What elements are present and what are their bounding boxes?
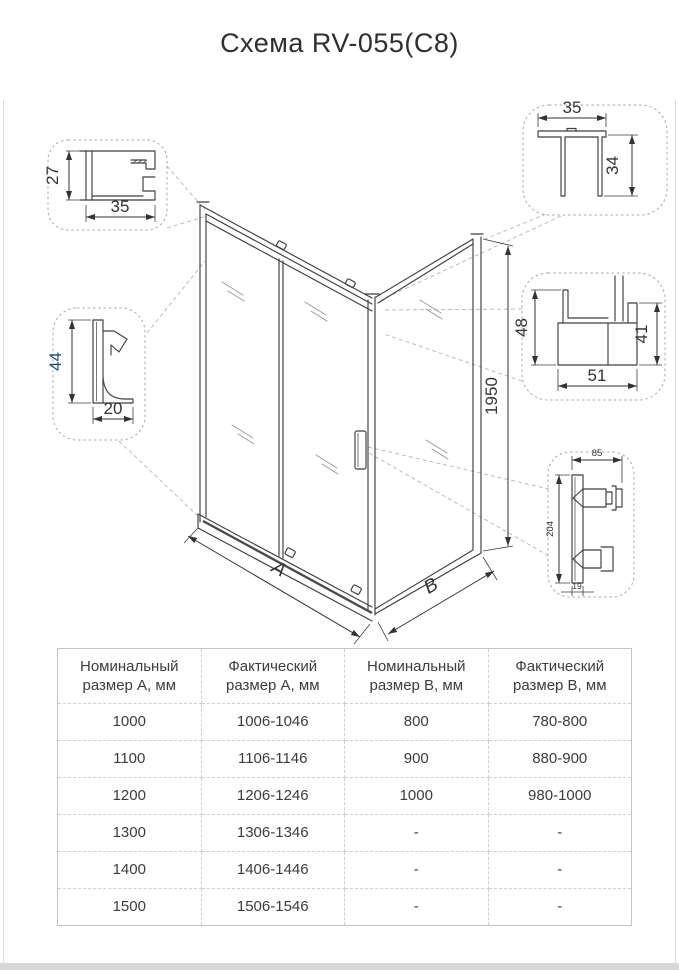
table-cell: 1100: [58, 741, 202, 778]
detail-bubble-top-corner-profile: [523, 105, 667, 215]
wall-profile-top-drawing: [43, 151, 155, 222]
table-header-cell: Фактический размер В, мм: [488, 649, 632, 704]
table-cell: 1506-1546: [201, 889, 345, 926]
dim-27: 27: [43, 166, 62, 185]
roller-bottom-left: [285, 547, 296, 557]
detail-bubble-handle: [548, 452, 634, 597]
table-cell: -: [345, 852, 489, 889]
door-handle: [355, 431, 366, 469]
page-bottom-bar: [0, 963, 679, 970]
table-cell: -: [488, 889, 632, 926]
table-row: [58, 741, 632, 778]
top-corner-profile-drawing: [538, 98, 638, 196]
table-header-cell: Номинальный размер А, мм: [58, 649, 202, 704]
bottom-rail-profile-drawing: [512, 276, 662, 391]
dim-48: 48: [512, 318, 531, 337]
technical-drawing: [0, 70, 679, 650]
dim-204: 204: [545, 521, 556, 537]
table-header-row: [58, 649, 632, 704]
table-cell: -: [345, 815, 489, 852]
table-cell: 1206-1246: [201, 778, 345, 815]
dim-19: 19: [572, 581, 582, 591]
table-cell: 1406-1446: [201, 852, 345, 889]
callout-leader-lines: [119, 166, 561, 556]
detail-bubble-wall-profile-side: [53, 308, 145, 440]
table-cell: 1500: [58, 889, 202, 926]
table-cell: 1006-1046: [201, 704, 345, 741]
roller-top-right: [345, 278, 356, 288]
table-cell: 780-800: [488, 704, 632, 741]
table-cell: 900: [345, 741, 489, 778]
table-cell: 1300: [58, 815, 202, 852]
table-header-cell: Фактический размер А, мм: [201, 649, 345, 704]
table-cell: -: [488, 815, 632, 852]
table-row: [58, 815, 632, 852]
dim-label-b: B: [420, 574, 443, 599]
size-table: [57, 648, 632, 926]
table-row: [58, 778, 632, 815]
page-edge-right: [675, 100, 676, 963]
page-title: Схема RV-055(C8): [220, 28, 459, 58]
page-edge-left: [3, 100, 4, 963]
glass-reflections: [222, 282, 448, 474]
dim-34: 34: [603, 156, 622, 175]
dim-20: 20: [103, 399, 123, 418]
handle-drawing: [545, 448, 622, 596]
roller-top-left: [276, 240, 287, 250]
wall-profile-side-drawing: [46, 320, 133, 424]
dim-51: 51: [587, 366, 607, 385]
table-row: [58, 889, 632, 926]
table-cell: 1306-1346: [201, 815, 345, 852]
dim-44: 44: [46, 352, 65, 371]
table-header-cell: Номинальный размер В, мм: [345, 649, 489, 704]
dimension-depth-b: [378, 557, 497, 641]
table-cell: 980-1000: [488, 778, 632, 815]
table-cell: 1000: [345, 778, 489, 815]
dim-85: 85: [591, 448, 603, 459]
table-cell: 800: [345, 704, 489, 741]
table-row: [58, 704, 632, 741]
dim-1950: 1950: [482, 377, 501, 415]
dim-35-wall: 35: [110, 197, 130, 216]
table-cell: -: [488, 852, 632, 889]
dim-label-a: A: [267, 556, 290, 582]
dim-41: 41: [632, 324, 651, 344]
roller-bottom-right: [351, 584, 362, 594]
dimension-width-a: [184, 528, 370, 644]
shower-enclosure-isometric: [197, 202, 483, 621]
table-cell: 1200: [58, 778, 202, 815]
table-cell: 1000: [58, 704, 202, 741]
dim-35-corner: 35: [562, 98, 582, 117]
table-cell: 1400: [58, 852, 202, 889]
table-cell: -: [345, 889, 489, 926]
table-cell: 880-900: [488, 741, 632, 778]
dimension-height: [482, 239, 513, 551]
table-cell: 1106-1146: [201, 741, 345, 778]
table-row: [58, 852, 632, 889]
